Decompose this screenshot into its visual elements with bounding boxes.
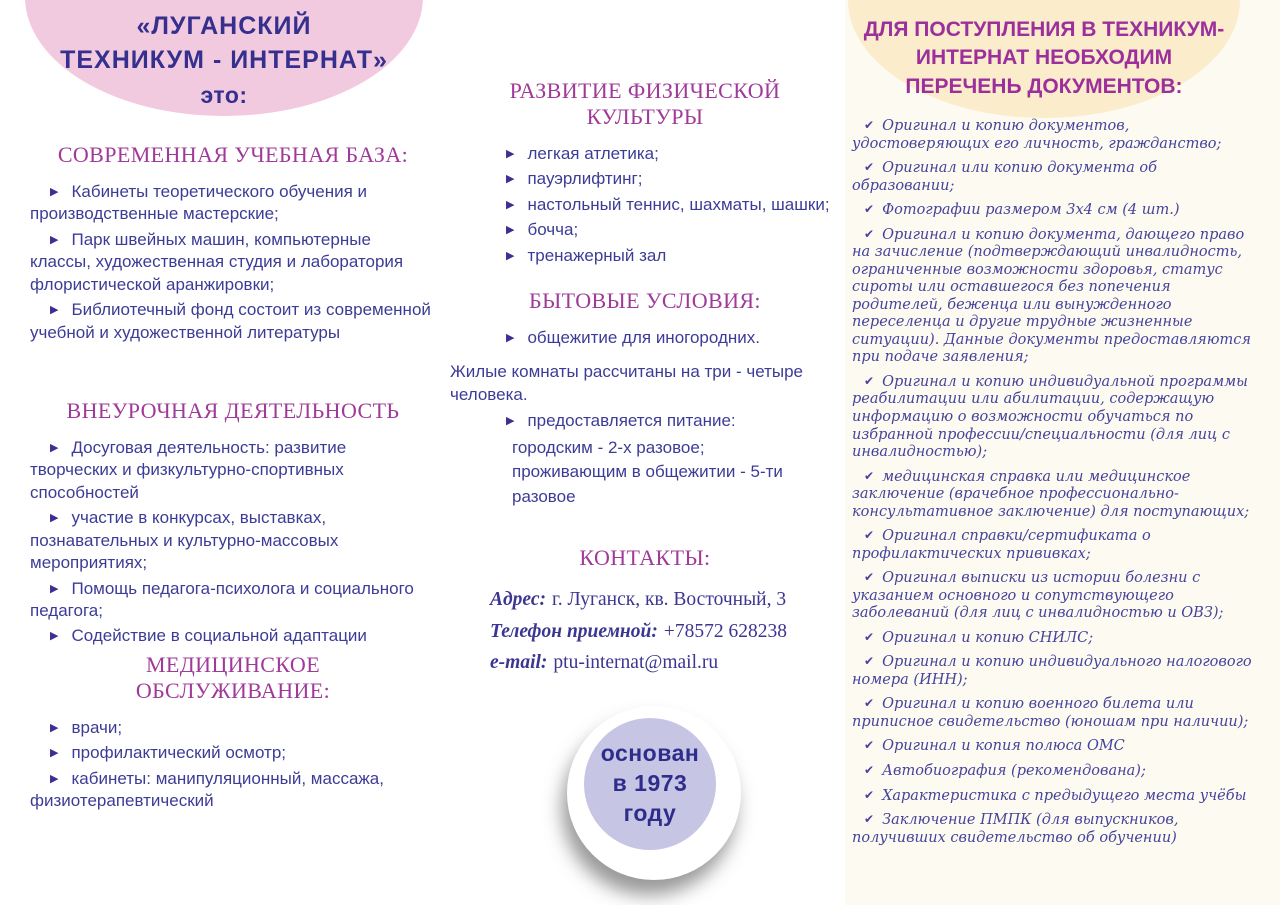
section-heading: БЫТОВЫЕ УСЛОВИЯ: (529, 288, 761, 313)
triangle-bullet-icon: ▶ (50, 304, 59, 317)
phone-value: +78572 628238 (663, 620, 787, 642)
list-item-text: профилактический осмотр; (71, 743, 287, 763)
triangle-bullet-icon: ▶ (506, 224, 515, 237)
documents-heading: ДЛЯ ПОСТУПЛЕНИЯ В ТЕХНИКУМ-ИНТЕРНАТ НЕОБХОДИМ ПЕРЕЧЕНЬ ДОКУМЕНТОВ: (863, 18, 1225, 98)
extracurricular-list (30, 437, 436, 648)
checklist-item-text: Оригинал и копию индивидуального налогового номера (ИНН); (852, 654, 1252, 688)
physical-culture-list (486, 143, 840, 267)
list-item (486, 143, 840, 165)
founded-badge-circle (584, 718, 716, 850)
triangle-bullet-icon: ▶ (50, 233, 59, 246)
checklist-item-text: Заключение ПМПК (для выпускников, получивших свидетельство об обучении) (852, 812, 1179, 846)
address-label: Адрес: (490, 588, 546, 610)
section-heading: МЕДИЦИНСКОЕ ОБСЛУЖИВАНИЕ: (135, 652, 331, 703)
list-item (486, 410, 840, 432)
section-extracurricular (30, 398, 436, 651)
checklist-item-text: Оригинал или копию документа об образовании; (852, 160, 1157, 194)
checklist-item-text: Оригинал и копию документа, дающего право на зачисление (подтверждающий инвалидность, ограниченные возможности здоровья, статус сироты или оставшегося без попечения родителей, беженца или вынужденного переселенца и другие трудные жизненные ситуации). Данные документы предоставляются при подаче заявления; (852, 226, 1251, 366)
list-item-text: Содействие в социальной адаптации (71, 626, 367, 646)
checklist-item (852, 763, 1254, 781)
list-item (486, 327, 840, 349)
meals-detail-line: проживающим в общежитии - 5-ти разовое (512, 462, 783, 506)
checklist-item-text: Автобиография (рекомендована); (882, 763, 1146, 779)
address-value: г. Луганск, кв. Восточный, 3 (551, 588, 787, 610)
list-item-text: Библиотечный фонд состоит из современной учебной и художественной литературы (30, 300, 431, 342)
triangle-bullet-icon: ▶ (50, 721, 59, 734)
checklist-item-text: Характеристика с предыдущего места учёбы (882, 787, 1247, 804)
triangle-bullet-icon: ▶ (50, 512, 59, 525)
check-icon: ✔ (864, 787, 875, 802)
brochure-title (25, 10, 423, 111)
section-contacts (450, 545, 840, 679)
list-item (486, 168, 840, 190)
list-item-text: врачи; (71, 717, 123, 737)
checklist-item-text: Оригинал и копия полюса ОМС (882, 738, 1125, 755)
check-icon: ✔ (864, 696, 875, 711)
list-item-text: настольный теннис, шахматы, шашки; (527, 194, 830, 214)
list-item (486, 219, 840, 241)
check-icon: ✔ (864, 629, 875, 644)
list-item (486, 194, 840, 216)
check-icon: ✔ (864, 570, 875, 585)
list-item-text: Досуговая деятельность: развитие творческих и физкультурно-спортивных способностей (30, 437, 347, 502)
check-icon: ✔ (864, 763, 875, 777)
triangle-bullet-icon: ▶ (50, 772, 59, 785)
phone-label: Телефон приемной: (490, 620, 658, 642)
check-icon: ✔ (864, 654, 875, 669)
checklist-item (852, 788, 1254, 806)
list-item (486, 245, 840, 267)
triangle-bullet-icon: ▶ (506, 249, 515, 262)
list-item-text: бочча; (527, 220, 579, 240)
checklist-item (852, 118, 1254, 153)
check-icon: ✔ (864, 738, 875, 753)
triangle-bullet-icon: ▶ (506, 331, 515, 344)
section-medical (30, 652, 436, 816)
rooms-paragraph: Жилые комнаты рассчитаны на три - четыре человека. (450, 362, 803, 404)
section-heading: КОНТАКТЫ: (579, 545, 711, 570)
section-heading: ВНЕУРОЧНАЯ ДЕЯТЕЛЬНОСТЬ (66, 398, 400, 423)
checklist-item-text: Фотографии размером 3х4 см (4 шт.) (882, 202, 1180, 219)
checklist-item (852, 570, 1254, 623)
check-icon: ✔ (864, 226, 875, 241)
documents-checklist (852, 118, 1254, 854)
founded-badge (567, 706, 741, 880)
list-item-text: легкая атлетика; (527, 143, 659, 163)
list-item (30, 625, 436, 647)
checklist-item (852, 469, 1254, 522)
brochure-title-line1: «ЛУГАНСКИЙ (136, 12, 312, 40)
triangle-bullet-icon: ▶ (50, 582, 59, 595)
contact-phone (490, 616, 840, 648)
check-icon: ✔ (864, 812, 875, 827)
list-item (30, 768, 436, 813)
contact-email (490, 647, 840, 679)
checklist-item-text: Оригинал справки/сертификата о профилактических прививках; (852, 528, 1151, 562)
list-item (30, 437, 436, 504)
checklist-item (852, 654, 1254, 689)
list-item (30, 717, 436, 739)
email-value: ptu-internat@mail.ru (553, 652, 719, 674)
check-icon: ✔ (864, 118, 875, 132)
list-item-text: предоставляется питание: (527, 411, 736, 431)
meals-list (486, 410, 840, 432)
section-heading: РАЗВИТИЕ ФИЗИЧЕСКОЙ КУЛЬТУРЫ (509, 78, 781, 129)
checklist-item-text: Оригинал и копию документов, удостоверяющих его личность, гражданство; (852, 118, 1222, 152)
checklist-item-text: Оригинал и копию СНИЛС; (882, 629, 1094, 646)
checklist-item (852, 202, 1254, 220)
section-heading: СОВРЕМЕННАЯ УЧЕБНАЯ БАЗА: (57, 142, 409, 167)
list-item-text: пауэрлифтинг; (527, 169, 643, 189)
founded-badge-line2: в 1973 (612, 770, 688, 797)
brochure-title-subtitle: это: (200, 81, 248, 108)
meals-detail-line: городским - 2-х разовое; (512, 437, 705, 457)
list-item-text: участие в конкурсах, выставках, познавательных и культурно-массовых мероприятиях; (30, 508, 339, 573)
check-icon: ✔ (864, 373, 875, 388)
checklist-item (852, 528, 1254, 563)
check-icon: ✔ (864, 160, 875, 175)
checklist-item (852, 812, 1254, 847)
section-physical-culture (450, 78, 840, 270)
contact-address (490, 584, 840, 616)
section-living-conditions (450, 288, 840, 510)
checklist-item (852, 630, 1254, 648)
triangle-bullet-icon: ▶ (50, 630, 59, 643)
brochure-title-line2: ТЕХНИКУМ - ИНТЕРНАТ» (60, 45, 388, 74)
list-item-text: Помощь педагога-психолога и социального педагога; (30, 578, 414, 621)
check-icon: ✔ (864, 528, 875, 543)
list-item (30, 742, 436, 764)
triangle-bullet-icon: ▶ (506, 147, 515, 160)
list-item-text: Парк швейных машин, компьютерные классы, художественная студия и лаборатория флористической аранжировки; (30, 229, 404, 294)
list-item (30, 229, 436, 296)
email-label: e-mail: (490, 652, 548, 674)
checklist-item (852, 738, 1254, 756)
list-item (30, 578, 436, 623)
checklist-item-text: Оригинал и копию индивидуальной программы реабилитации или абилитации, содержащую информацию о возможности обучаться по избранной профессии/специальности (для лиц с инвалидностью); (852, 373, 1248, 461)
check-icon: ✔ (864, 468, 875, 483)
meals-detail (512, 436, 840, 510)
checklist-item (852, 160, 1254, 195)
list-item (30, 181, 436, 226)
medical-list (30, 717, 436, 813)
founded-badge-line3: году (623, 799, 677, 826)
triangle-bullet-icon: ▶ (506, 173, 515, 186)
check-icon: ✔ (864, 202, 875, 217)
triangle-bullet-icon: ▶ (50, 747, 59, 760)
checklist-item-text: медицинская справка или медицинское заключение (врачебное профессионально-консультативное заключение) для поступающих; (852, 468, 1250, 520)
checklist-item (852, 696, 1254, 731)
list-item (30, 507, 436, 574)
triangle-bullet-icon: ▶ (50, 441, 59, 454)
list-item-text: кабинеты: манипуляционный, массажа, физиотерапевтический (30, 768, 384, 811)
triangle-bullet-icon: ▶ (506, 198, 515, 211)
checklist-item (852, 227, 1254, 367)
training-base-list (30, 181, 436, 344)
triangle-bullet-icon: ▶ (506, 415, 515, 428)
checklist-item (852, 374, 1254, 462)
list-item-text: общежитие для иногородних. (527, 327, 760, 347)
founded-badge-line1: основан (600, 740, 700, 767)
living-conditions-list (486, 327, 840, 349)
checklist-item-text: Оригинал выписки из истории болезни с указанием основного и сопутствующего заболеваний (для лиц с инвалидностью и ОВЗ); (852, 570, 1224, 622)
list-item (30, 299, 436, 344)
list-item-text: тренажерный зал (527, 245, 667, 265)
triangle-bullet-icon: ▶ (50, 185, 59, 198)
list-item-text: Кабинеты теоретического обучения и производственные мастерские; (30, 181, 368, 224)
checklist-item-text: Оригинал и копию военного билета или приписное свидетельство (юношам при наличии); (852, 696, 1249, 730)
section-training-base (30, 142, 436, 347)
